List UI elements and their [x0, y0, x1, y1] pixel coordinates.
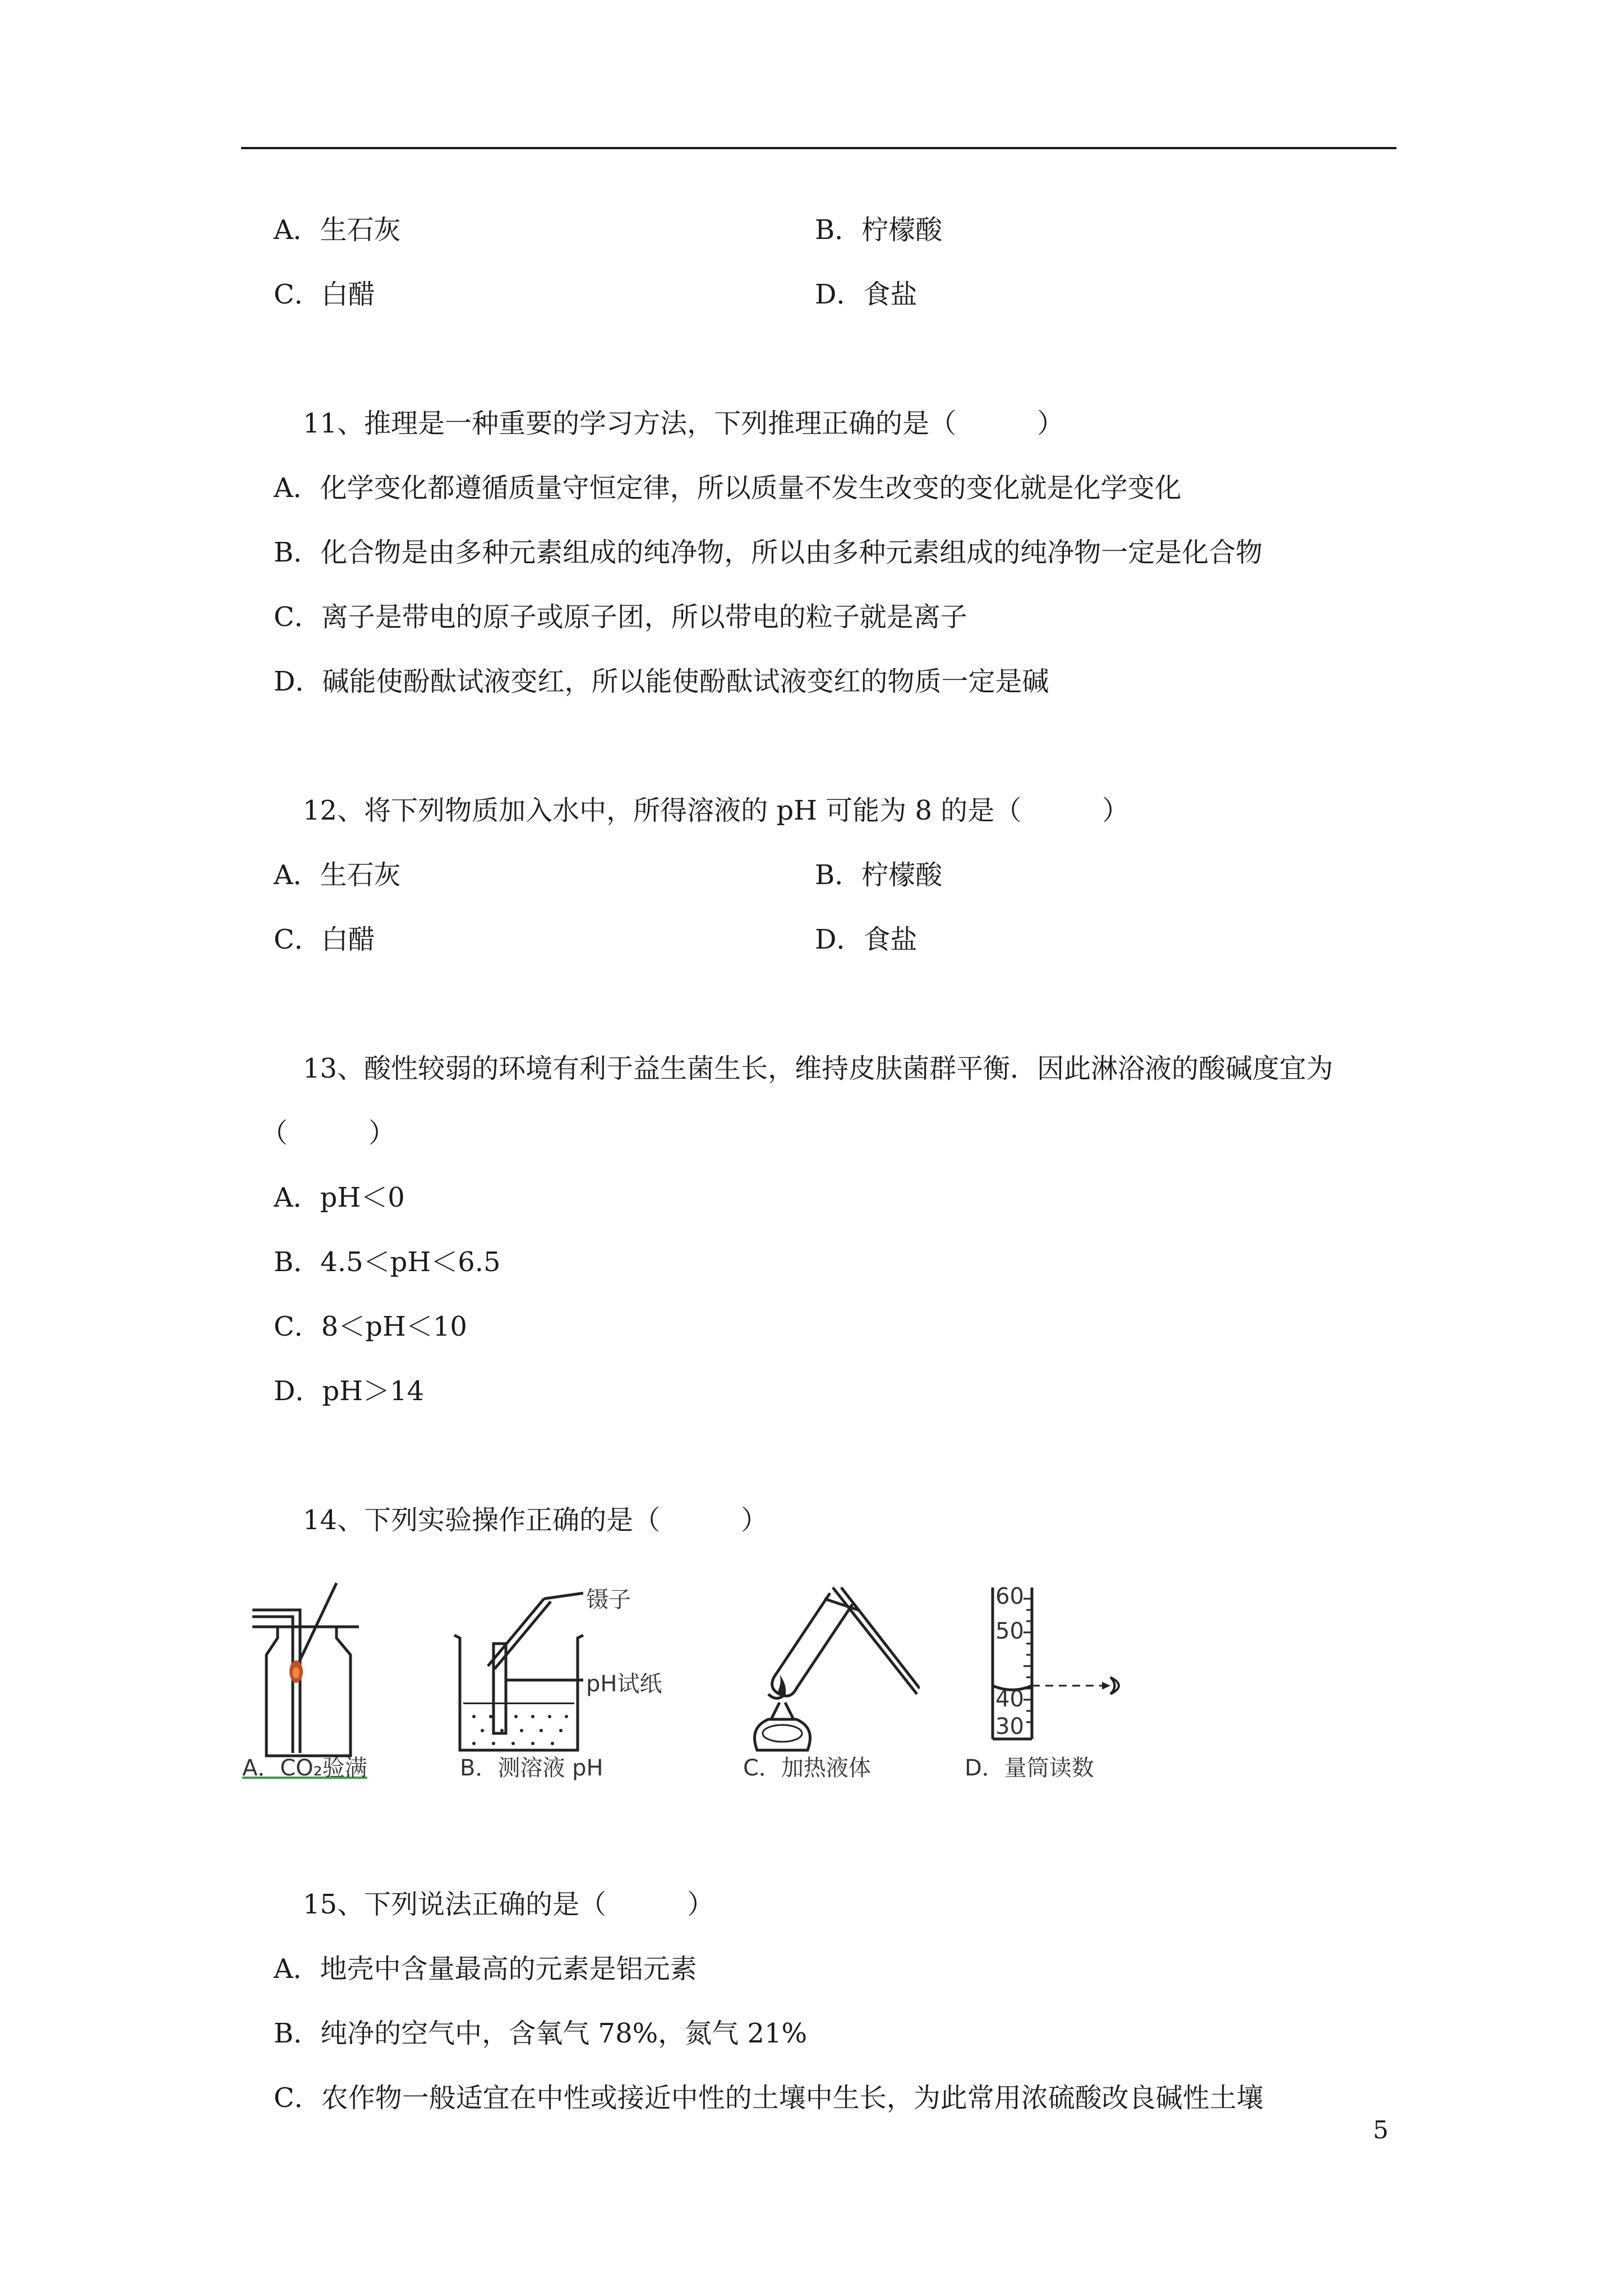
- q12-option-b: B．柠檬酸: [815, 859, 943, 891]
- q13-option-c: C．8＜pH＜10: [274, 1311, 467, 1342]
- q11-option-c: C．离子是带电的原子或原子团，所以带电的粒子就是离子: [274, 601, 967, 633]
- figure-c-caption: C．加热液体: [743, 1755, 871, 1781]
- cylinder-tick-40: 40: [995, 1686, 1024, 1712]
- figure-b-beaker: [449, 1582, 662, 1781]
- q11-stem: 11、推理是一种重要的学习方法，下列推理正确的是（ ）: [303, 408, 1064, 439]
- beaker-icon: [449, 1582, 594, 1761]
- q11-option-b: B．化合物是由多种元素组成的纯净物，所以由多种元素组成的纯净物一定是化合物: [274, 537, 1263, 568]
- q11-option-d: D．碱能使酚酞试液变红，所以能使酚酞试液变红的物质一定是碱: [274, 666, 1049, 697]
- eye-icon: [1110, 1677, 1119, 1694]
- q13-option-d: D．pH＞14: [274, 1375, 425, 1407]
- q14-stem: 14、下列实验操作正确的是（ ）: [303, 1504, 768, 1536]
- q13-option-a: A．pH＜0: [274, 1182, 405, 1213]
- figure-b-caption: B．测溶液 pH: [460, 1755, 603, 1781]
- q13-stem: 13、酸性较弱的环境有利于益生菌生长，维持皮肤菌群平衡．因此淋浴液的酸碱度宜为: [303, 1053, 1334, 1084]
- q12-stem: 12、将下列物质加入水中，所得溶液的 pH 可能为 8 的是（ ）: [303, 795, 1129, 826]
- q15-option-a: A．地壳中含量最高的元素是铝元素: [274, 1953, 697, 1985]
- ph-paper-label: pH试纸: [586, 1671, 662, 1697]
- prev-option-a: A．生石灰: [274, 214, 401, 246]
- cylinder-tick-60: 60: [995, 1584, 1024, 1609]
- q11-option-a: A．化学变化都遵循质量守恒定律，所以质量不发生改变的变化就是化学变化: [274, 472, 1182, 504]
- figure-d-cylinder: [965, 1582, 1150, 1781]
- figure-a-gas-bottle: [242, 1582, 367, 1781]
- q12-option-d: D．食盐: [815, 924, 917, 955]
- prev-option-b: B．柠檬酸: [815, 214, 943, 246]
- tweezers-label: 镊子: [586, 1587, 631, 1613]
- header-rule: [241, 147, 1396, 149]
- q14-figure: [241, 1582, 1195, 1806]
- q15-stem: 15、下列说法正确的是（ ）: [303, 1889, 714, 1920]
- q12-option-a: A．生石灰: [274, 859, 401, 891]
- figure-d-caption: D．量筒读数: [965, 1755, 1094, 1781]
- figure-c-heating: [735, 1582, 920, 1781]
- cylinder-tick-30: 30: [995, 1714, 1024, 1740]
- test-tube-heating-icon: [735, 1582, 920, 1761]
- q13-stem-cont: （ ）: [261, 1117, 396, 1149]
- prev-option-c: C．白醋: [274, 279, 375, 310]
- q13-option-b: B．4.5＜pH＜6.5: [274, 1246, 501, 1278]
- figure-a-caption: A．CO₂验满: [242, 1755, 367, 1781]
- gas-bottle-icon: [252, 1582, 365, 1767]
- q15-option-c: C．农作物一般适宜在中性或接近中性的土壤中生长，为此常用浓硫酸改良碱性土壤: [274, 2082, 1264, 2114]
- q12-option-c: C．白醋: [274, 924, 375, 955]
- cylinder-tick-50: 50: [995, 1618, 1024, 1644]
- q15-option-b: B．纯净的空气中，含氧气 78%，氮气 21%: [274, 2018, 808, 2049]
- page-number: 5: [1373, 2116, 1389, 2145]
- prev-option-d: D．食盐: [815, 279, 917, 310]
